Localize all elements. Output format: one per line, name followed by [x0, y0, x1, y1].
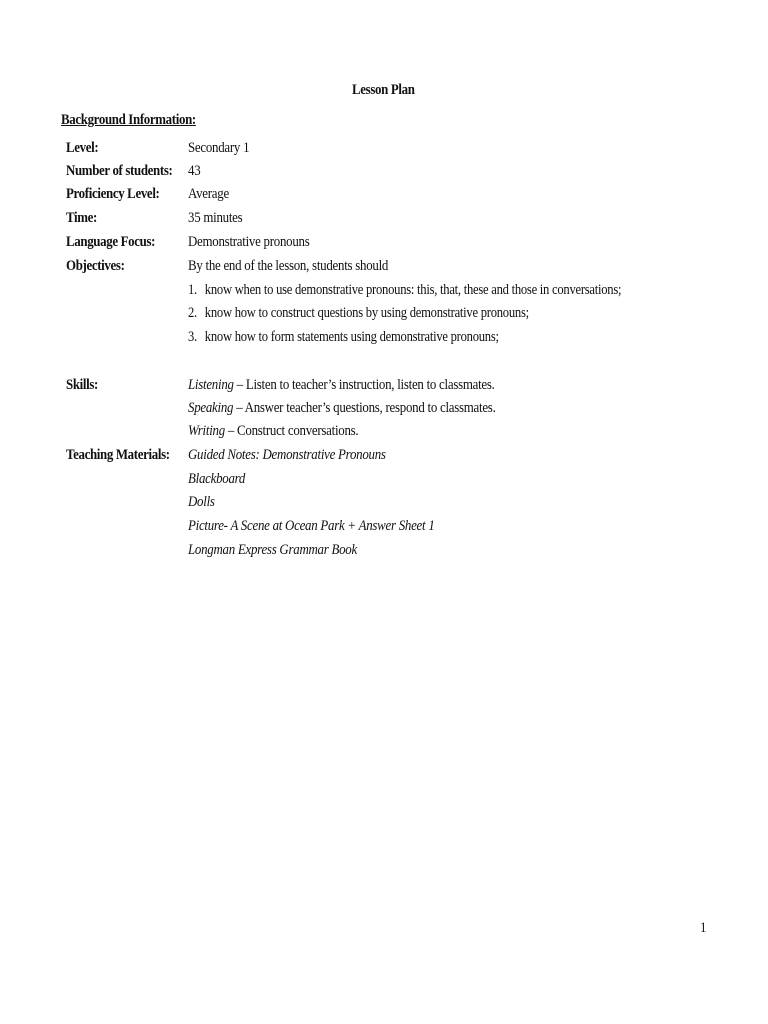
field-value-proficiency: Average — [188, 186, 229, 202]
skill-name: Speaking — [188, 400, 234, 416]
material-item: Blackboard — [188, 471, 246, 487]
skill-item — [188, 397, 496, 419]
objective-text: know when to use demonstrative pronouns: this, that, these and those in conversations; — [204, 282, 622, 298]
field-label-students: Number of students: — [66, 163, 173, 179]
field-value-level: Secondary 1 — [188, 140, 250, 156]
objective-text: know how to form statements using demonstrative pronouns; — [204, 329, 499, 345]
document-title: Lesson Plan — [352, 82, 415, 98]
field-value-time: 35 minutes — [188, 210, 243, 226]
skill-row — [0, 420, 768, 442]
field-value-language-focus: Demonstrative pronouns — [188, 234, 310, 250]
material-item: Longman Express Grammar Book — [188, 542, 357, 558]
field-row-language-focus — [0, 231, 768, 253]
field-row-students — [0, 160, 768, 182]
objective-item — [188, 326, 499, 348]
skill-name: Listening — [188, 377, 234, 393]
field-label-time: Time: — [66, 210, 98, 226]
objectives-intro: By the end of the lesson, students should — [188, 258, 389, 274]
field-label-language-focus: Language Focus: — [66, 234, 156, 250]
material-row — [0, 539, 768, 561]
skill-item — [188, 374, 495, 396]
skill-row — [0, 397, 768, 419]
field-label-objectives: Objectives: — [66, 258, 125, 274]
field-value-students: 43 — [188, 163, 201, 179]
material-row — [0, 515, 768, 537]
material-row — [0, 468, 768, 490]
field-row-proficiency — [0, 183, 768, 205]
page-number: 1 — [700, 920, 707, 936]
field-row-objectives — [0, 255, 768, 277]
field-row-teaching-materials — [0, 444, 768, 466]
skill-name: Writing — [188, 423, 225, 439]
field-row-time — [0, 207, 768, 229]
field-row-level — [0, 137, 768, 159]
skill-description: – Construct conversations. — [224, 423, 359, 439]
objective-item — [188, 279, 621, 301]
skill-description: – Answer teacher’s questions, respond to classmates. — [233, 400, 496, 416]
field-label-proficiency: Proficiency Level: — [66, 186, 160, 202]
objective-number: 3. — [188, 329, 197, 345]
material-item: Dolls — [188, 494, 215, 510]
section-title: Background Information: — [61, 112, 196, 128]
objective-item — [188, 302, 529, 324]
objective-number: 1. — [188, 282, 197, 298]
field-label-teaching-materials: Teaching Materials: — [66, 447, 170, 463]
field-label-level: Level: — [66, 140, 99, 156]
objective-text: know how to construct questions by using demonstrative pronouns; — [204, 305, 529, 321]
skill-description: – Listen to teacher’s instruction, listen to classmates. — [233, 377, 495, 393]
material-row — [0, 491, 768, 513]
skill-item — [188, 420, 358, 442]
field-label-skills: Skills: — [66, 377, 99, 393]
material-item: Guided Notes: Demonstrative Pronouns — [188, 447, 386, 463]
objective-number: 2. — [188, 305, 197, 321]
material-item: Picture- A Scene at Ocean Park + Answer Sheet 1 — [188, 518, 435, 534]
field-row-skills — [0, 374, 768, 396]
